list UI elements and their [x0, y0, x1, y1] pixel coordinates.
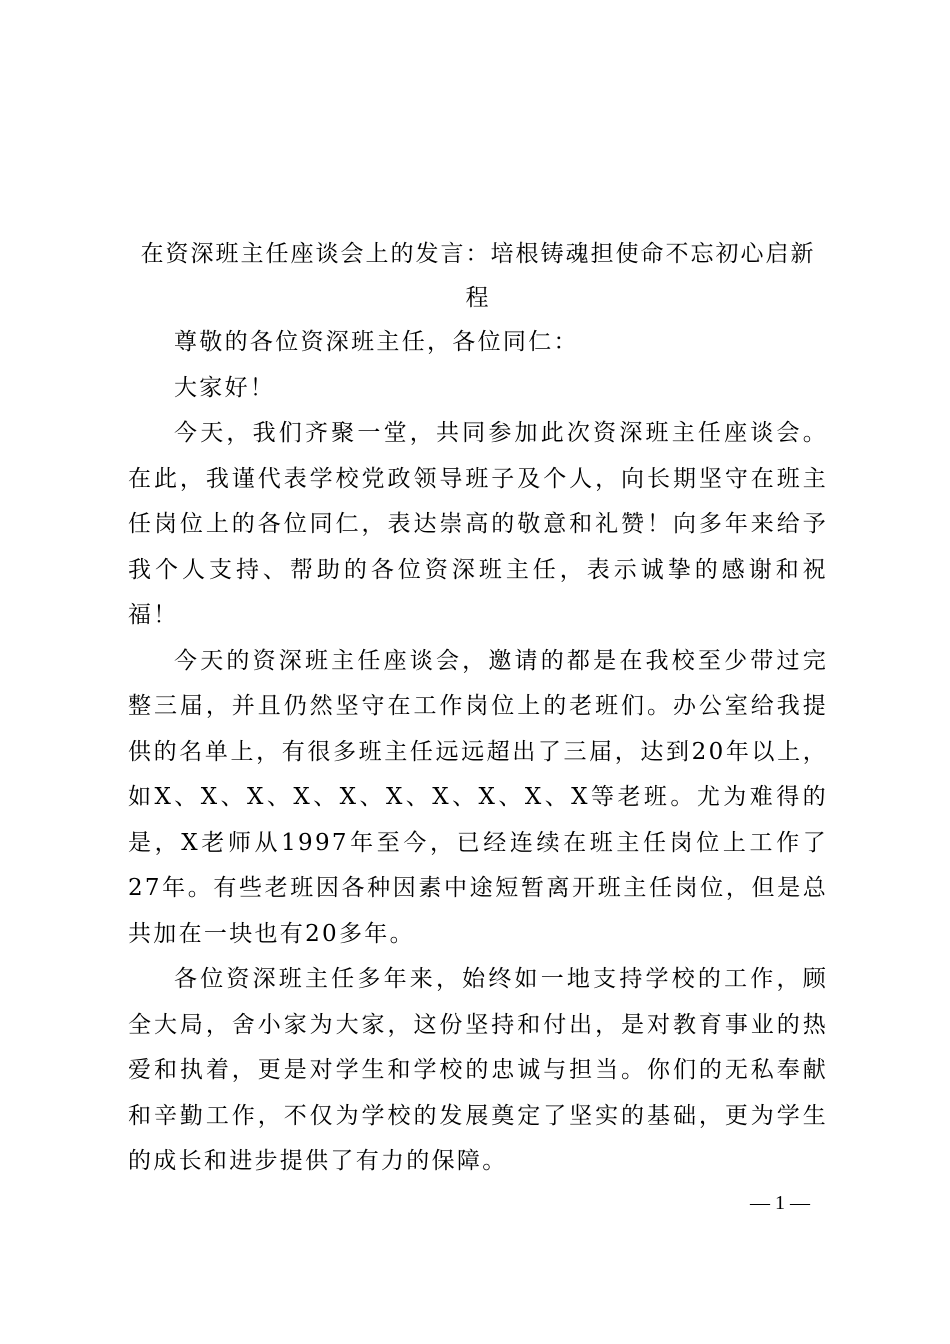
paragraph-2: 今天的资深班主任座谈会，邀请的都是在我校至少带过完整三届，并且仍然坚守在工作岗位上的老班们。办公室给我提供的名单上，有很多班主任远远超出了三届，达到20年以上，如X、X、X、X、X、X、X、X、X、X等老班。尤为难得的是，X老师从1997年至今，已经连续在班主任岗位上工作了27年。有些老班因各种因素中途短暂离开班主任岗位，但是总共加在一块也有20多年。 [128, 647, 828, 947]
paragraph-1: 今天，我们齐聚一堂，共同参加此次资深班主任座谈会。在此，我谨代表学校党政领导班子及个人，向长期坚守在班主任岗位上的各位同仁，表达崇高的敬意和礼赞！向多年来给予我个人支持、帮助的各位资深班主任，表示诚挚的感谢和祝福！ [128, 420, 828, 628]
paragraph-3: 各位资深班主任多年来，始终如一地支持学校的工作，顾全大局，舍小家为大家，这份坚持和付出，是对教育事业的热爱和执着，更是对学生和学校的忠诚与担当。你们的无私奉献和辛勤工作，不仅为学校的发展奠定了坚实的基础，更为学生的成长和进步提供了有力的保障。 [128, 966, 828, 1174]
document-body [128, 232, 828, 1185]
document-title: 在资深班主任座谈会上的发言：培根铸魂担使命不忘初心启新程 [140, 241, 816, 311]
greeting: 大家好！ [174, 374, 276, 401]
page-number: — 1 — [750, 1192, 810, 1214]
salutation: 尊敬的各位资深班主任，各位同仁： [174, 329, 579, 355]
